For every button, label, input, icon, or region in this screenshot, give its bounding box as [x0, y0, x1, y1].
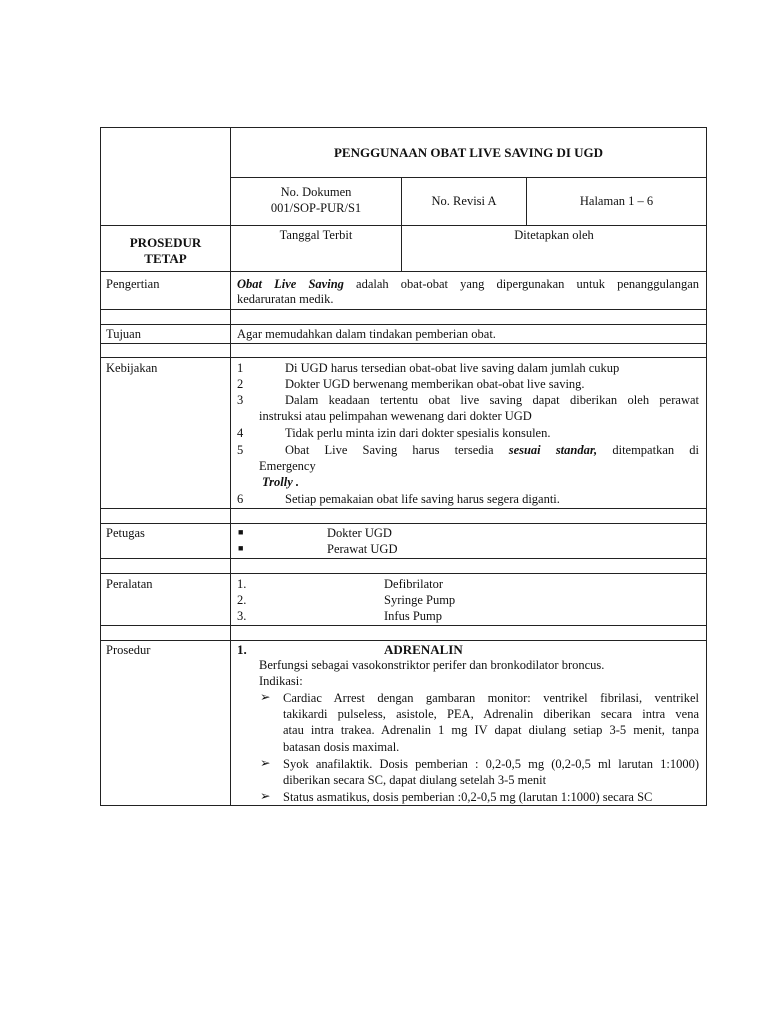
table-border-bottom: [100, 805, 707, 806]
arrow-bullet-icon: ➢: [260, 690, 271, 704]
peralatan-item-2: Syringe Pump: [384, 593, 456, 607]
prosedur-heading: ADRENALIN: [384, 642, 463, 657]
kebijakan-item-4: Tidak perlu minta izin dari dokter spesialis konsulen.: [285, 426, 551, 440]
prosedur-num: 1.: [237, 642, 247, 657]
kebijakan-item-5-c: ditempatkan di: [612, 443, 700, 457]
rule: [100, 357, 707, 358]
tanggal-terbit: Tanggal Terbit: [279, 228, 353, 242]
prosedur-label: Prosedur: [106, 643, 151, 657]
tujuan-text: Agar memudahkan dalam tindakan pemberian obat.: [237, 327, 496, 341]
table-border-top: [100, 127, 707, 128]
peralatan-num-2: 2.: [237, 593, 247, 607]
peralatan-item-3: Infus Pump: [384, 609, 442, 623]
rule: [100, 640, 707, 641]
kebijakan-item-3: Dalam keadaan tertentu obat live saving dapat diberikan oleh perawat: [285, 393, 699, 407]
prosedur-indikasi: Indikasi:: [259, 674, 303, 688]
rule: [100, 271, 707, 272]
rule: [100, 573, 707, 574]
table-border-right: [706, 127, 707, 806]
bullet-1-line-1: Cardiac Arrest dengan gambaran monitor: ventrikel fibrilasi, ventrikel: [283, 691, 699, 705]
rule: [100, 523, 707, 524]
kebijakan-item-1: Di UGD harus tersedian obat-obat live saving dalam jumlah cukup: [285, 361, 620, 375]
bullet-1-line-2: takikardi pulseless, asistole, PEA, Adrenalin diberikan secara intra vena: [283, 707, 699, 721]
no-revisi: No. Revisi A: [431, 194, 497, 208]
no-dokumen-label: No. Dokumen: [280, 185, 352, 199]
pengertian-line1: [237, 277, 699, 293]
kebijakan-num-2: 2: [237, 377, 244, 391]
peralatan-num-1: 1.: [237, 577, 247, 591]
kebijakan-item-2: Dokter UGD berwenang memberikan obat-obat live saving.: [285, 377, 585, 391]
rule: [100, 508, 707, 509]
halaman: Halaman 1 – 6: [579, 194, 654, 208]
pengertian-line2: kedaruratan medik.: [237, 292, 334, 306]
pengertian-term: Obat Live Saving: [237, 277, 344, 291]
kebijakan-num-3: 3: [237, 393, 244, 407]
prosedur-tetap-line1: PROSEDUR: [129, 235, 202, 250]
kebijakan-item-5-cont2: Trolly .: [262, 475, 300, 489]
kebijakan-num-1: 1: [237, 361, 244, 375]
prosedur-tetap-line2: TETAP: [144, 251, 187, 266]
kebijakan-item-5-cont: Emergency: [259, 459, 316, 473]
rule: [100, 625, 707, 626]
kebijakan-num-4: 4: [237, 426, 244, 440]
kebijakan-item-5-a: Obat Live Saving harus tersedia: [285, 443, 494, 457]
bullet-2-line-1: Syok anafilaktik. Dosis pemberian : 0,2-0,5 mg (0,2-0,5 ml larutan 1:1000): [283, 757, 699, 771]
kebijakan-item-3-cont: instruksi atau pelimpahan wewenang dari dokter UGD: [259, 409, 532, 423]
bullet-1-line-4: batasan dosis maximal.: [283, 740, 400, 754]
petugas-item-1: Dokter UGD: [327, 526, 392, 540]
no-dokumen-value: 001/SOP-PUR/S1: [270, 201, 362, 215]
kebijakan-num-5: 5: [237, 443, 244, 457]
kebijakan-label: Kebijakan: [106, 361, 158, 375]
prosedur-fungsi: Berfungsi sebagai vasokonstriktor perifer dan bronkodilator broncus.: [259, 658, 605, 672]
kebijakan-item-5-b: sesuai standar,: [508, 443, 598, 457]
rule: [100, 324, 707, 325]
bullet-3-line-1: Status asmatikus, dosis pemberian :0,2-0,5 mg (larutan 1:1000) secara SC: [283, 790, 653, 804]
bullet-1-line-3: atau intra trakea. Adrenalin 1 mg IV dapat diulang setiap 3-5 menit, tanpa: [283, 723, 699, 737]
kebijakan-item-5: [285, 443, 699, 459]
peralatan-label: Peralatan: [106, 577, 153, 591]
table-border-left: [100, 127, 101, 806]
petugas-item-2: Perawat UGD: [327, 542, 398, 556]
square-bullet-icon: ■: [238, 543, 244, 553]
bullet-2-line-2: diberikan secara SC, dapat diulang setelah 3-5 menit: [283, 773, 547, 787]
kebijakan-item-6: Setiap pemakaian obat life saving harus segera diganti.: [285, 492, 560, 506]
rule: [100, 225, 707, 226]
kebijakan-num-6: 6: [237, 492, 244, 506]
arrow-bullet-icon: ➢: [260, 789, 271, 803]
rule: [100, 558, 707, 559]
header-divider-1: [401, 177, 402, 271]
peralatan-num-3: 3.: [237, 609, 247, 623]
document-title: PENGGUNAAN OBAT LIVE SAVING DI UGD: [333, 145, 604, 160]
rule: [100, 309, 707, 310]
pengertian-definition: adalah obat-obat yang dipergunakan untuk penanggulangan: [356, 277, 700, 291]
ditetapkan-oleh: Ditetapkan oleh: [514, 228, 594, 242]
peralatan-item-1: Defibrilator: [384, 577, 444, 591]
petugas-label: Petugas: [106, 526, 145, 540]
rule: [230, 177, 707, 178]
arrow-bullet-icon: ➢: [260, 756, 271, 770]
tujuan-label: Tujuan: [106, 327, 141, 341]
rule: [100, 343, 707, 344]
square-bullet-icon: ■: [238, 527, 244, 537]
pengertian-label: Pengertian: [106, 277, 160, 291]
